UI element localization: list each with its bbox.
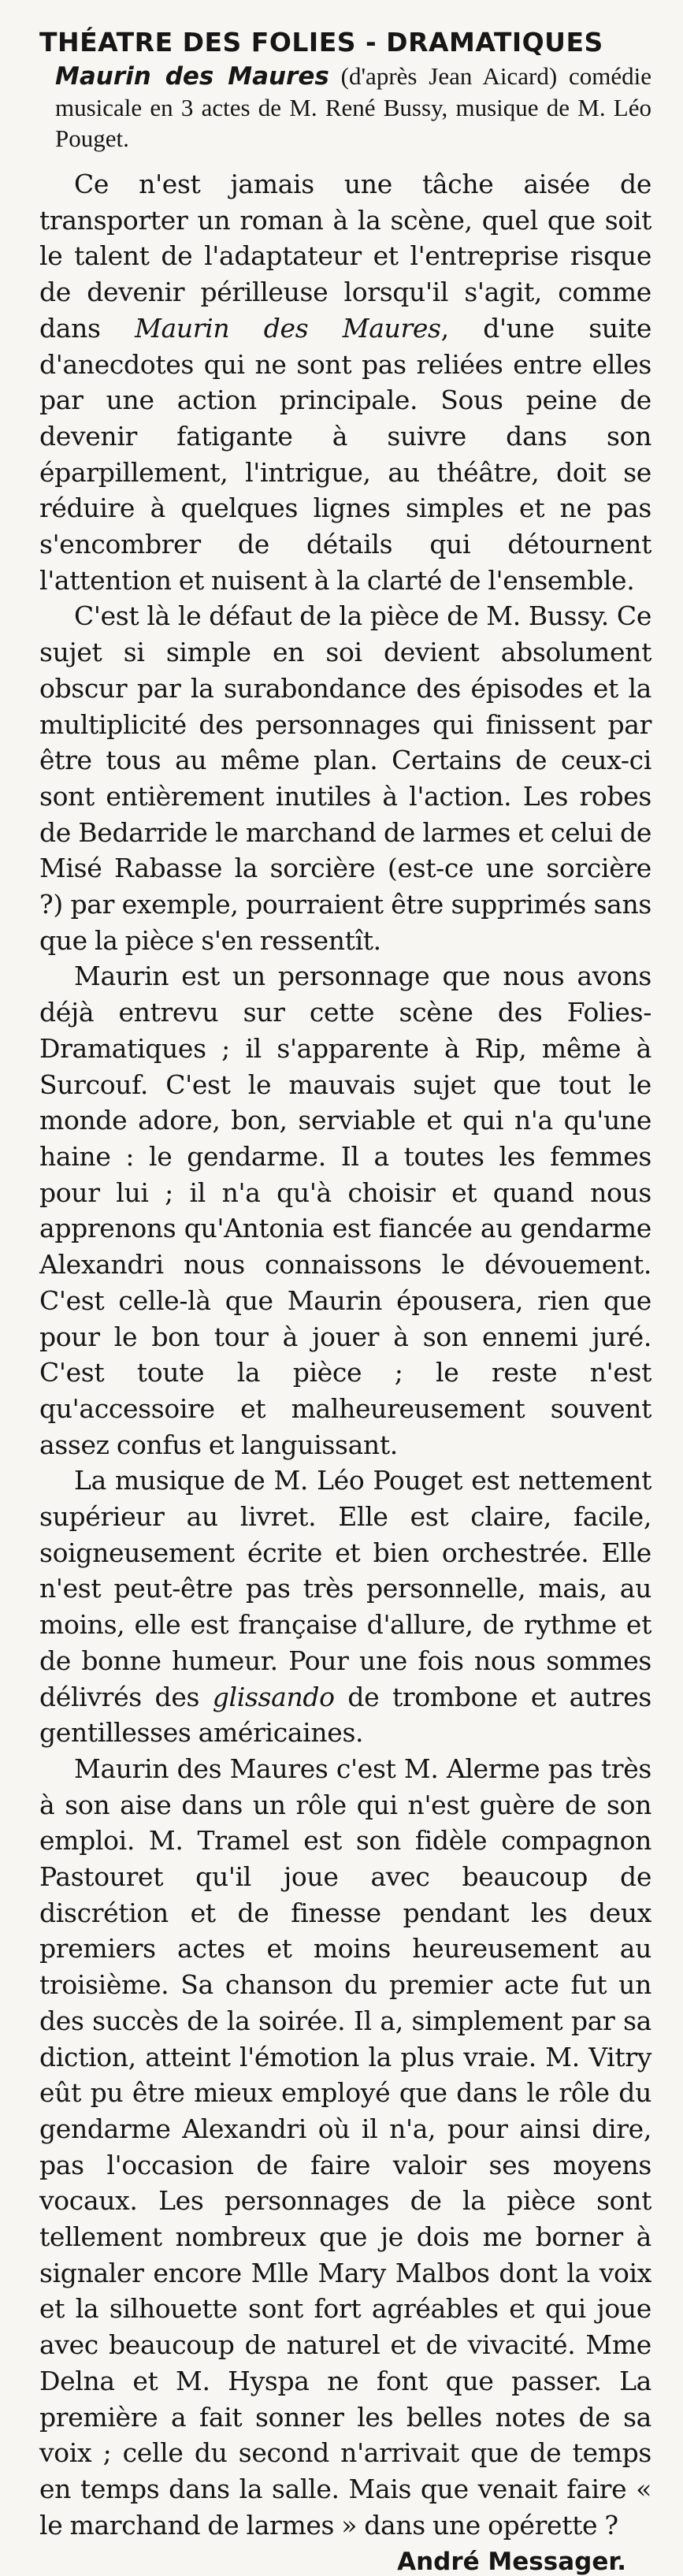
author-signature: André Messager. [397,2548,626,2576]
paragraph-text: Ce n'est jamais une tâche aisée de transporter un roman à la scène, quel que soit le talent de l'adaptateur et l'entreprise risque de devenir périlleuse lorsqu'il s'agit, comme dans [39,169,651,344]
paragraph-plot: Maurin est un personnage que nous avons déjà entrevu sur cette scène des Folies-Dramatiques ; il s'apparente à Rip, même à Surcouf. C'est le mauvais sujet que tout le monde adore, bon, serviable et qui n'a qu'une haine : le gendarme. Il a toutes les femmes pour lui ; il n'a qu'à choisir et quand nous apprenons qu'Antonia est fiancée au gendarme Alexandri nous connaissons le dévouement. C'est celle-là que Maurin épousera, rien que pour le bon tour à jouer à son ennemi juré. C'est toute la pièce ; le reste n'est qu'accessoire et malheureusement souvent assez confus et languissant. [39,961,651,1460]
paragraph-text: de trombone et autres gentillesses américaines. [39,1681,651,1749]
work-title: Maurin des Maures [55,62,329,91]
paragraph-cast: Maurin des Maures c'est M. Alerme pas très à son aise dans un rôle qui n'est guère de son emploi. M. Tramel est son fidèle compagnon Pastouret qu'il joue avec beaucoup de discrétion et de finesse pendant les deux premiers actes et moins heureusement au troisième. Sa chanson du premier acte fut un des succès de la soirée. Il a, simplement par sa diction, atteint l'émotion la plus vraie. M. Vitry eût pu être mieux employé que dans le rôle du gendarme Alexandri où il n'a, pour ainsi dire, pas l'occasion de faire valoir ses moyens vocaux. Les personnages de la pièce sont tellement nombreux que je dois me borner à signaler encore Mlle Mary Malbos dont la voix et la silhouette sont fort agréables et qui joue avec beaucoup de naturel et de vivacité. Mme Delna et M. Hyspa ne font que passer. La première a fait sonner les belles notes de sa voix ; celle du second n'arrivait que de temps en temps dans la salle. Mais que venait faire « le marchand de larmes » dans une opérette ? [39,1753,651,2541]
italic-term: glissando [212,1681,335,1712]
italic-title: Maurin des Maures [135,312,441,344]
work-details: (d'après Jean Aicard) comédie musicale en 3 actes de M. René Bussy, musique de M. Léo Pouget. [55,62,651,152]
article-subtitle [39,61,651,154]
paragraph-text: , d'une suite d'anecdotes qui ne sont pas reliées entre elles par une action principale. Sous peine de devenir fatigante à suivre dans son éparpillement, l'intrigue, au théâtre, doit se réduire à quelques lignes simples et ne pas s'encombrer de détails qui détournent l'attention et nuisent à la clarté de l'ensemble. [39,312,652,596]
paragraph-music [39,1463,651,1751]
article-heading: THÉATRE DES FOLIES - DRAMATIQUES [39,27,603,58]
paragraph-text: La musique de M. Léo Pouget est nettement supérieur au livret. Elle est claire, facile, soigneusement écrite et bien orchestrée. Elle n'est peut-être pas très personnelle, mais, au moins, elle est française d'allure, de rythme et de bonne humeur. Pour une fois nous sommes délivrés des [39,1465,651,1712]
paragraph-critique: C'est là le défaut de la pièce de M. Bussy. Ce sujet si simple en soi devient absolument obscur par la surabondance des épisodes et la multiplicité des personnages qui finissent par être tous au même plan. Certains de ceux-ci sont entièrement inutiles à l'action. Les robes de Bedarride le marchand de larmes et celui de Misé Rabasse la sorcière (est-ce une sorcière ?) par exemple, pourraient être supprimés sans que la pièce s'en ressentît. [39,600,651,956]
paragraph-intro [39,166,651,598]
